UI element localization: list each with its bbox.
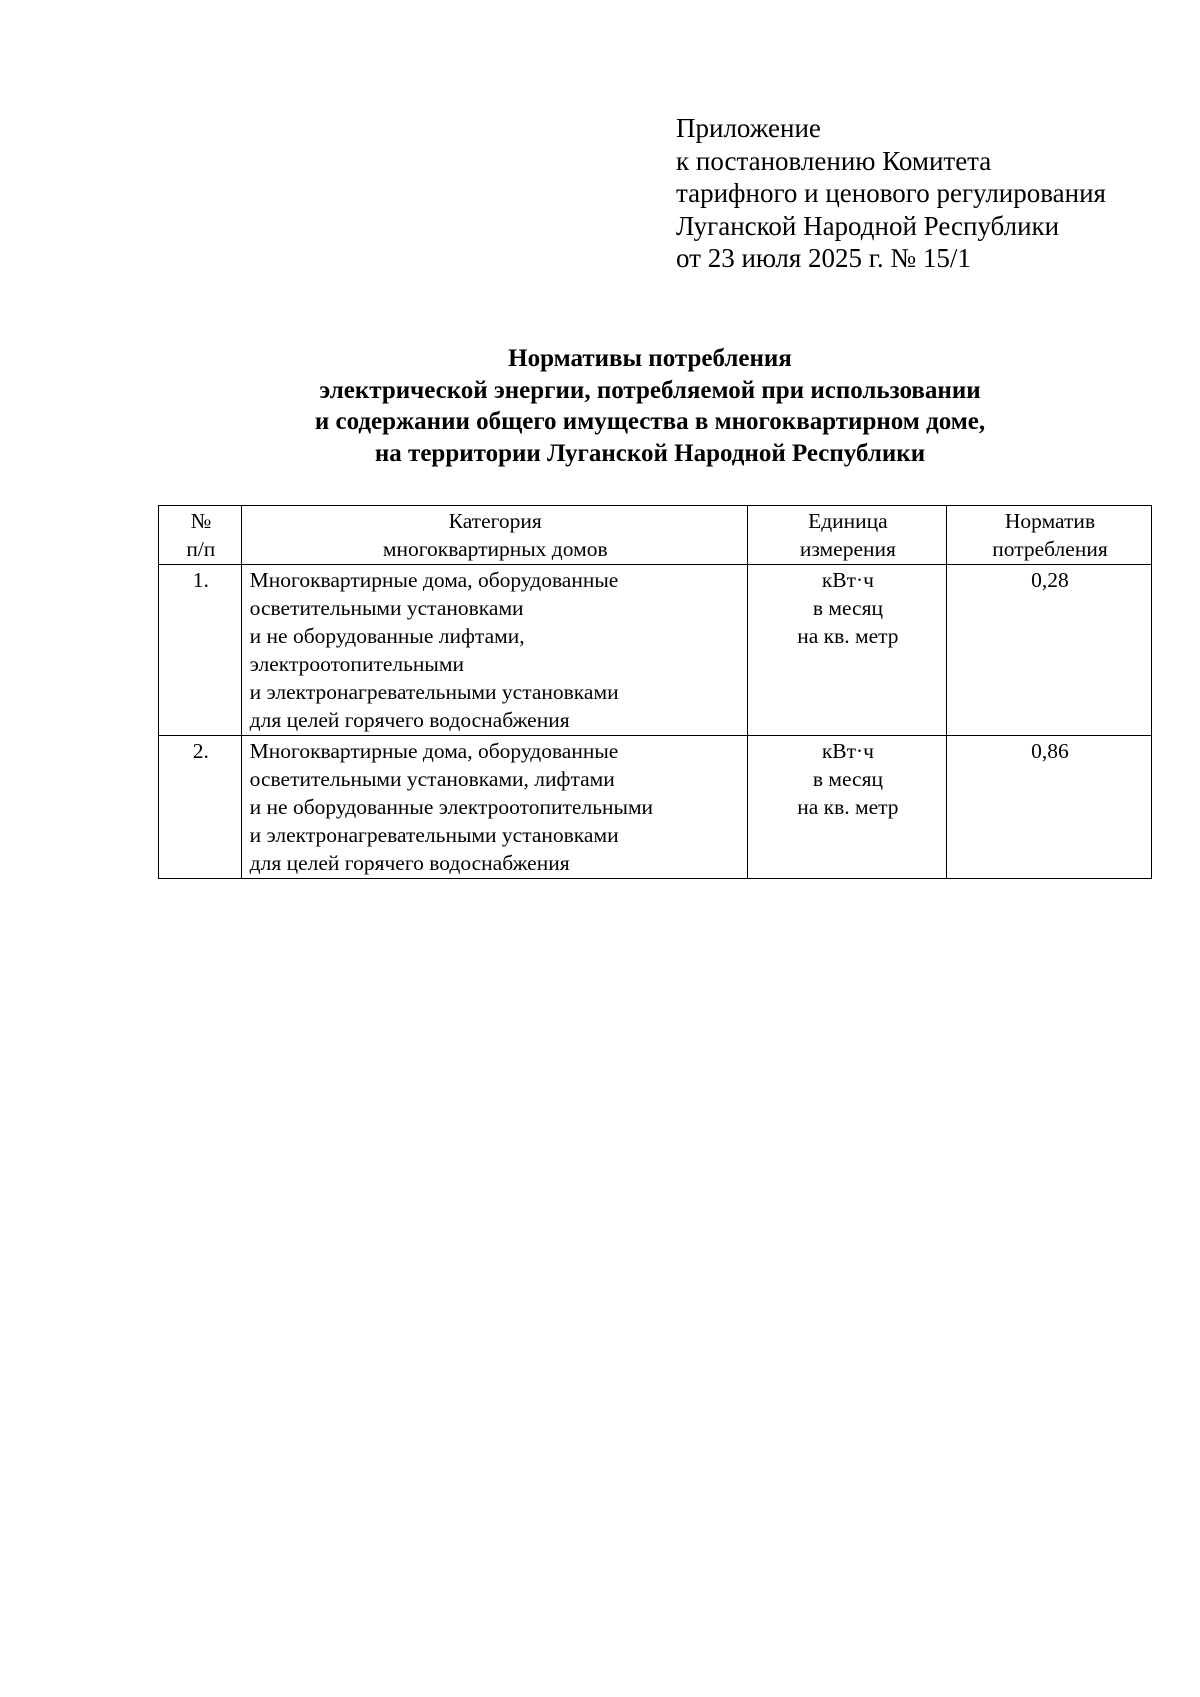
row-unit bbox=[747, 565, 946, 736]
document-title bbox=[150, 343, 1150, 469]
category-line: и не оборудованные лифтами, bbox=[249, 624, 525, 648]
category-line: и электронагревательными установками bbox=[249, 823, 619, 847]
header-line: многоквартирных домов bbox=[382, 537, 608, 561]
category-line: Многоквартирные дома, оборудованные bbox=[249, 568, 619, 592]
unit-line: в месяц bbox=[812, 596, 883, 620]
header-line: № bbox=[190, 509, 212, 533]
row-category bbox=[241, 736, 747, 879]
row-unit bbox=[747, 736, 946, 879]
category-line: осветительными установками, лифтами bbox=[249, 767, 615, 791]
row-number: 1. bbox=[159, 565, 242, 736]
header-line: измерения bbox=[799, 537, 896, 561]
appendix-block bbox=[676, 112, 1106, 275]
title-line: Нормативы потребления bbox=[508, 345, 792, 372]
table-header-row bbox=[159, 506, 1152, 565]
header-line: Категория bbox=[448, 509, 542, 533]
category-line: для целей горячего водоснабжения bbox=[249, 708, 570, 732]
appendix-line: тарифного и ценового регулирования bbox=[676, 178, 1106, 208]
table-row bbox=[159, 736, 1152, 879]
unit-line: на кв. метр bbox=[797, 624, 899, 648]
appendix-line: Луганской Народной Республики bbox=[676, 210, 1060, 241]
category-line: Многоквартирные дома, оборудованные bbox=[249, 739, 619, 763]
table-row bbox=[159, 565, 1152, 736]
unit-line: в месяц bbox=[812, 767, 883, 791]
appendix-line: к постановлению Комитета bbox=[676, 145, 992, 176]
row-value: 0,28 bbox=[946, 565, 1151, 736]
category-line: осветительными установками bbox=[249, 596, 524, 620]
header-value bbox=[946, 506, 1151, 565]
category-line: электроотопительными bbox=[249, 652, 464, 676]
header-num bbox=[159, 506, 242, 565]
category-line: для целей горячего водоснабжения bbox=[249, 851, 570, 875]
norms-table bbox=[158, 505, 1152, 879]
header-line: Единица bbox=[808, 509, 888, 533]
category-line: и электронагревательными установками bbox=[249, 680, 619, 704]
header-line: Норматив bbox=[1004, 509, 1096, 533]
row-number: 2. bbox=[159, 736, 242, 879]
unit-line: кВт·ч bbox=[821, 739, 874, 763]
row-category bbox=[241, 565, 747, 736]
appendix-line: Приложение bbox=[676, 113, 821, 143]
title-line: и содержании общего имущества в многоквартирном доме, bbox=[314, 408, 986, 435]
title-line: на территории Луганской Народной Республики bbox=[374, 439, 926, 467]
category-line: и не оборудованные электроотопительными bbox=[249, 795, 654, 819]
header-unit bbox=[747, 506, 946, 565]
title-line: электрической энергии, потребляемой при использовании bbox=[319, 376, 981, 404]
header-line: п/п bbox=[186, 537, 216, 561]
appendix-line: от 23 июля 2025 г. № 15/1 bbox=[676, 243, 971, 273]
header-category bbox=[241, 506, 747, 565]
header-line: потребления bbox=[992, 537, 1108, 561]
row-value: 0,86 bbox=[946, 736, 1151, 879]
unit-line: кВт·ч bbox=[821, 568, 874, 592]
unit-line: на кв. метр bbox=[797, 795, 899, 819]
